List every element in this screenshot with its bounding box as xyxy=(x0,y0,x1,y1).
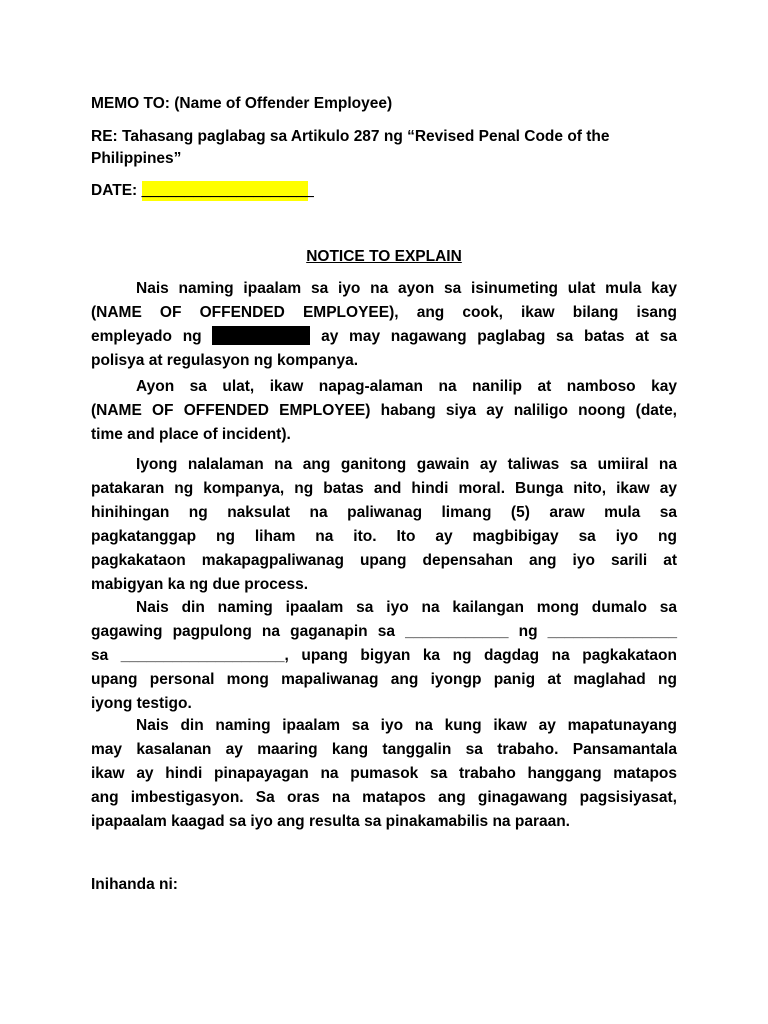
notice-title: NOTICE TO EXPLAIN xyxy=(306,248,462,265)
paragraph-line: Nais din naming ipaalam sa iyo na kung ikaw ay mapatunayang xyxy=(136,717,677,734)
memo-re-line-1: RE: Tahasang paglabag sa Artikulo 287 ng “Revised Penal Code of the xyxy=(91,128,610,145)
date-value-field[interactable]: ____________________ xyxy=(141,182,314,199)
paragraph-line: time and place of incident). xyxy=(91,426,291,443)
paragraph-2 xyxy=(91,375,677,447)
paragraph-3 xyxy=(91,453,677,597)
paragraph-line: polisya at regulasyon ng kompanya. xyxy=(91,352,359,369)
paragraph-line: ipapaalam kaagad sa iyo ang resulta sa pinakamabilis na paraan. xyxy=(91,813,570,830)
paragraph-line: sa ___________________, upang bigyan ka ng dagdag na pagkakataon xyxy=(91,647,677,664)
memo-date-line xyxy=(91,181,314,201)
paragraph-line: gagawing pagpulong na gaganapin sa ____________ ng _______________ xyxy=(91,623,677,640)
paragraph-line xyxy=(91,325,677,349)
memo-re-line-2: Philippines” xyxy=(91,150,182,167)
prepared-by-label: Inihanda ni: xyxy=(91,876,178,893)
paragraph-line: mabigyan ka ng due process. xyxy=(91,576,309,593)
date-label: DATE: xyxy=(91,182,142,199)
paragraph-line: Iyong nalalaman na ang ganitong gawain ay taliwas sa umiiral na xyxy=(136,456,677,473)
paragraph-line: upang personal mong mapaliwanag ang iyongp panig at maglahad ng xyxy=(91,671,677,688)
paragraph-line: Nais din naming ipaalam sa iyo na kailangan mong dumalo sa xyxy=(136,599,677,616)
paragraph-1 xyxy=(91,277,677,373)
paragraph-line: hinihingan ng naksulat na paliwanag limang (5) araw mula sa xyxy=(91,504,677,521)
violation-text: ay may nagawang paglabag sa batas at sa xyxy=(310,328,677,345)
paragraph-4 xyxy=(91,596,677,716)
paragraph-5 xyxy=(91,714,677,834)
paragraph-line: Ayon sa ulat, ikaw napag-alaman na nanilip at namboso kay xyxy=(136,378,677,395)
paragraph-line: iyong testigo. xyxy=(91,695,192,712)
paragraph-line: patakaran ng kompanya, ng batas and hindi moral. Bunga nito, ikaw ay xyxy=(91,480,677,497)
paragraph-line: pagkakataon makapagpaliwanag upang depensahan ang iyo sarili at xyxy=(91,552,677,569)
paragraph-line: (NAME OF OFFENDED EMPLOYEE) habang siya ay naliligo noong (date, xyxy=(91,402,677,419)
paragraph-line: may kasalanan ay maaring kang tanggalin sa trabaho. Pansamantala xyxy=(91,741,677,758)
paragraph-line: ikaw ay hindi pinapayagan na pumasok sa trabaho hanggang matapos xyxy=(91,765,677,782)
redacted-company-name xyxy=(212,326,310,345)
paragraph-line: (NAME OF OFFENDED EMPLOYEE), ang cook, ikaw bilang isang xyxy=(91,304,677,321)
employer-label: empleyado ng xyxy=(91,328,213,345)
paragraph-line: ang imbestigasyon. Sa oras na matapos ang ginagawang pagsisiyasat, xyxy=(91,789,677,806)
paragraph-line: pagkatanggap ng liham na ito. Ito ay magbibigay sa iyo ng xyxy=(91,528,677,545)
memo-to-line: MEMO TO: (Name of Offender Employee) xyxy=(91,95,393,112)
paragraph-line: Nais naming ipaalam sa iyo na ayon sa isinumeting ulat mula kay xyxy=(136,280,677,297)
